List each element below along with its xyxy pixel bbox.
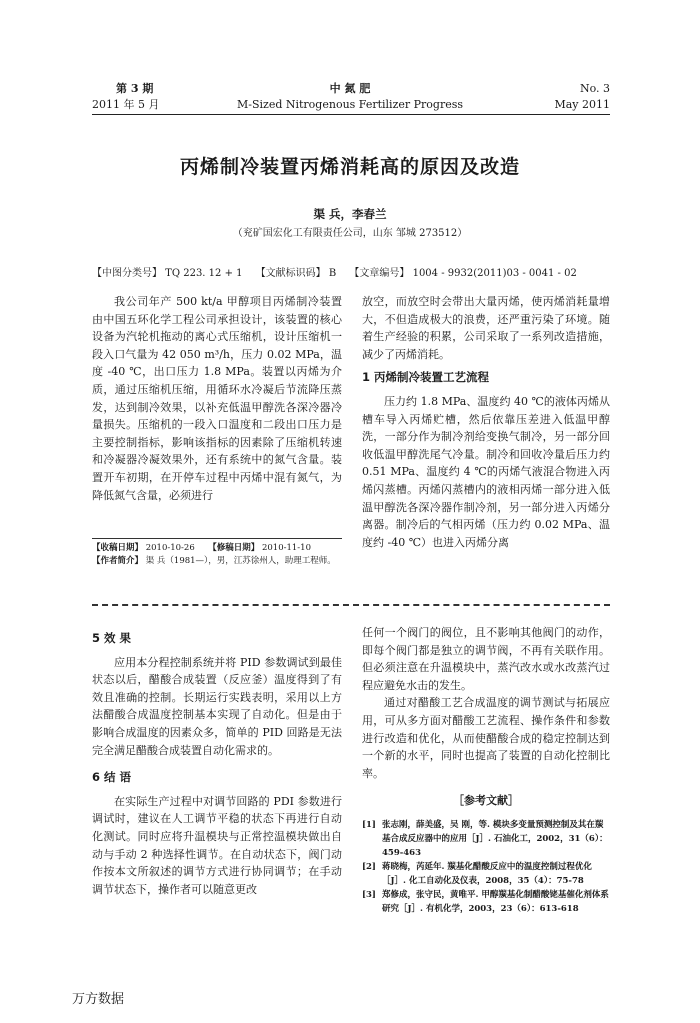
header-issue-cn: 第 3 期 [116,82,154,95]
upper-left-column [92,293,342,504]
received-label: 【收稿日期】 [92,543,144,553]
footer-source: 万方数据 [72,992,125,1007]
intro-paragraph: 我公司年产 500 kt/a 甲醇项目丙烯制冷装置由中国五环化学工程公司承担设计，该装置的核心设备为汽轮机拖动的离心式压缩机，设计压缩机一段入口气量为 42 050 m³/h，压力 0.02 MPa，温度 -40 ℃，出口压力 1.8 MPa。装置以丙烯为介质，通过压缩机压缩，用循环水冷凝后节流降压蒸发，达到制冷效果，以补充低温甲醇洗各深冷器冷量损失。压缩机的一段入口温度和二段出口压力是主要控制指标，影响该指标的因素除了压缩机转速和冷凝器冷凝效果外，还有系统中的氮气含量。装置开车初期，在开停车过程中丙烯中混有氮气，为降低氮气含量，必须进行 [92,295,342,502]
section-heading-1: 1 丙烯制冷装置工艺流程 [362,370,490,385]
header-journal-cn: 中 氮 肥 [329,82,371,95]
conclusion-paragraph: 在实际生产过程中对调节回路的 PDI 参数进行调试时，建议在人工调节平稳的状态下再进行自动化测试。同时应将升温模块与正常控温模块做出自动与手动 2 种选择性调节。在自动状态下，阀门动作按本文所叙述的调节方式进行协同调节；在手动调节状态下，操作者可以随意更改 [92,794,342,896]
header-issue-en: No. 3 [579,82,610,95]
affiliation: （兖矿国宏化工有限责任公司，山东 邹城 273512） [232,228,468,239]
header-date-en: May 2011 [554,98,610,111]
author-info: 渠 兵（1981—），男，江苏徐州人，助理工程师。 [145,556,336,566]
received-date: 2010-10-26 [145,543,195,553]
continued-paragraph: 放空，而放空时会带出大量丙烯，使丙烯消耗量增大，不但造成极大的浪费，还严重污染了环境。随着生产经验的积累，公司采取了一系列改造措施，减少了丙烯消耗。 [362,295,610,361]
final-paragraph: 通过对醋酸工艺合成温度的调节测试与拓展应用，可从多方面对醋酸工艺流程、操作条件和参数进行改造和优化，从而使醋酸合成的稳定控制达到一个新的水平，同时也提高了装置的自动化控制比率。 [362,696,610,780]
section-heading-6: 6 结 语 [92,770,132,785]
reference-item: [2] 蒋晓梅，芮延年. 羰基化醋酸反应中的温度控制过程优化［J］. 化工自动化及仪表，2008，35（4）：75-78 [362,861,592,886]
author-info-label: 【作者简介】 [92,556,144,566]
reference-item: [1] 张志刚，薛美盛，吴 刚，等. 模块多变量预测控制及其在羰基合成反应器中的应用［J］. 石油化工，2002，31（6）：459-463 [362,819,608,858]
references-title: ［参考文献］ [453,794,519,808]
footnote-rule [92,538,342,539]
header-rule [92,114,610,115]
article-title: 丙烯制冷装置丙烯消耗高的原因及改造 [179,156,520,178]
section-heading-5: 5 效 果 [92,631,132,645]
clc-number: 【中图分类号】 TQ 223. 12 + 1 [92,268,243,279]
header-date-cn: 2011 年 5 月 [92,98,160,111]
upper-right-column [362,293,610,551]
footnote [92,542,342,568]
article-number: 【文章编号】 1004 - 9932(2011)03 - 0041 - 02 [349,268,577,279]
revised-label: 【修稿日期】 [208,543,260,553]
continued-conclusion: 任何一个阀门的阀位，且不影响其他阀门的动作，即每个阀门都是独立的调节阀，不再有关联作用。但必须注意在升温模块中，蒸汽改水或水改蒸汽过程应避免水击的发生。 [362,626,610,692]
header-journal-en: M-Sized Nitrogenous Fertilizer Progress [236,98,464,111]
lower-left-column [92,624,342,898]
process-paragraph: 压力约 1.8 MPa、温度约 40 ℃的液体丙烯从槽车导入丙烯贮槽，然后依靠压差进入低温甲醇洗，一部分作为制冷剂给变换气制冷，另一部分回收低温甲醇洗尾气冷量。制冷和回收冷量后压力约 0.51 MPa、温度约 4 ℃的丙烯气液混合物进入丙烯闪蒸槽。丙烯闪蒸槽内的液相丙烯一部分进入低温甲醇洗各深冷器作制冷剂，另一部分进入丙烯分离器。制冷后的气相丙烯（压力约 0.02 MPa、温度约 -40 ℃）也进入丙烯分离 [362,394,610,549]
classification-line [92,264,610,279]
lower-right-column [362,624,610,916]
article-separator [92,604,610,606]
revised-date: 2010-11-10 [261,543,311,553]
results-paragraph: 应用本分程控制系统并将 PID 参数调试到最佳状态以后，醋酸合成装置（反应釜）温度得到了有效且准确的控制。长期运行实践表明，采用以上方法醋酸合成温度控制基本实现了自动化。但是由于影响合成温度的因素众多，简单的 PID 回路是无法完全满足醋酸合成装置自动化需求的。 [92,655,342,757]
reference-item: [3] 郑修成，张守民，黄唯平. 甲醇羰基化制醋酸铑基催化剂体系研究［J］. 有机化学，2003，23（6）：613-618 [362,889,609,914]
document-code: 【文献标识码】 B [255,268,337,279]
authors: 渠 兵，李春兰 [313,207,387,221]
